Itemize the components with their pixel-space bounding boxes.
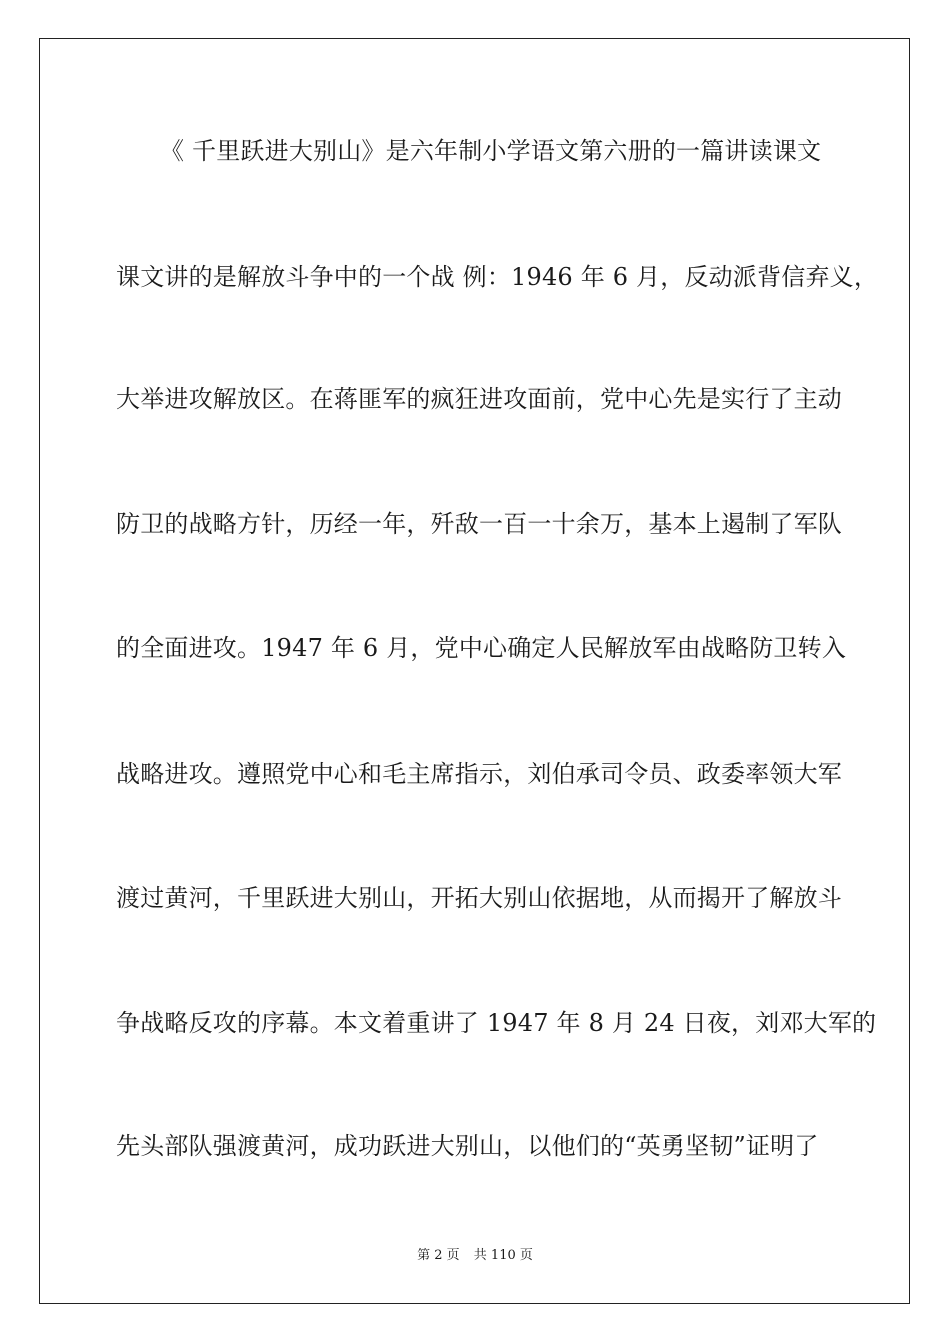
- page-footer: [0, 1247, 950, 1265]
- text-line-7: 渡过黄河，千里跃进大别山，开拓大别山依据地，从而揭开了解放斗: [116, 884, 842, 912]
- text-line-3: 大举进攻解放区。在蒋匪军的疯狂进攻面前，党中心先是实行了主动: [116, 385, 842, 413]
- text-line-6: 战略进攻。遵照党中心和毛主席指示，刘伯承司令员、政委率领大军: [116, 760, 842, 788]
- text-line-8: 争战略反攻的序幕。本文着重讲了 1947 年 8 月 24 日夜，刘邓大军的: [116, 1009, 877, 1037]
- total-pages: 共 110 页: [473, 1248, 533, 1263]
- text-line-9: 先头部队强渡黄河，成功跃进大别山，以他们的“英勇坚韧”证明了: [116, 1132, 819, 1160]
- page-border: [39, 38, 910, 1304]
- text-line-1: 《 千里跃进大别山》是六年制小学语文第六册的一篇讲读课文: [160, 137, 822, 165]
- text-line-4: 防卫的战略方针，历经一年，歼敌一百一十余万，基本上遏制了军队: [116, 510, 842, 538]
- text-line-2: 课文讲的是解放斗争中的一个战 例：1946 年 6 月，反动派背信弃义，: [116, 263, 879, 291]
- text-line-5: 的全面进攻。1947 年 6 月，党中心确定人民解放军由战略防卫转入: [116, 634, 847, 662]
- page-number: 第 2 页: [417, 1248, 460, 1263]
